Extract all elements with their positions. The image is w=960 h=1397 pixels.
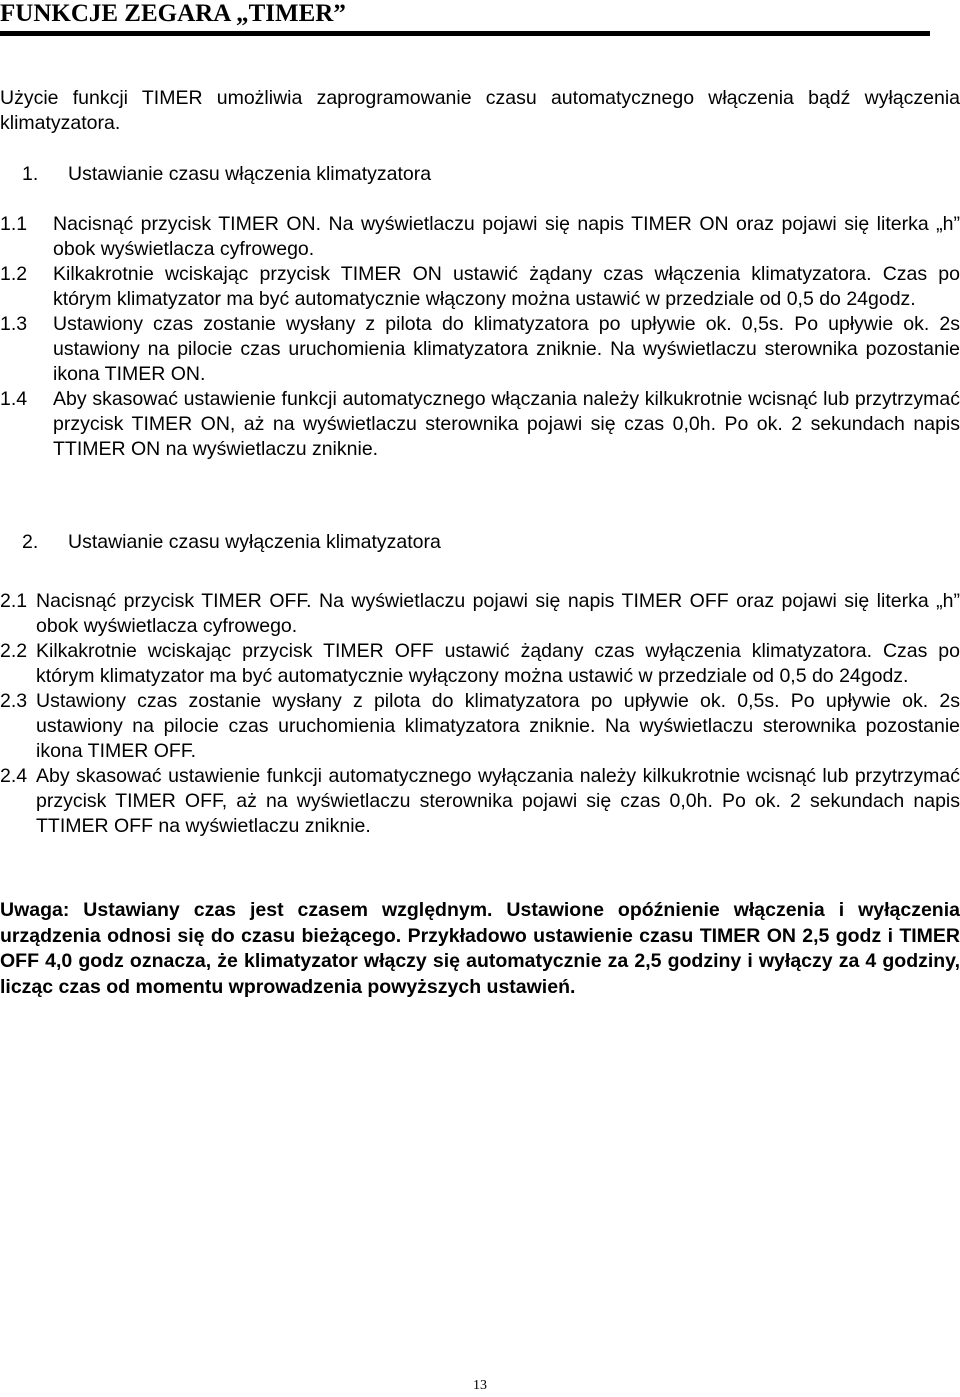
- section-1-title: Ustawianie czasu włączenia klimatyzatora: [68, 163, 432, 185]
- section-2-list: [0, 589, 960, 839]
- item-text: Aby skasować ustawienie funkcji automatycznego włączania należy kilkukrotnie wcisnąć lub przytrzymać przycisk TIMER ON, aż na wyświetlaczu sterownika pojawi się czas 0,0h. Po ok. 2 sekundach napis TTIMER ON na wyświetlaczu zniknie.: [53, 388, 960, 460]
- section-1-list: [0, 212, 960, 462]
- item-number: 2.1: [0, 590, 28, 612]
- item-number: 1.1: [0, 213, 28, 235]
- list-item: [0, 639, 960, 689]
- note-paragraph: Uwaga: Ustawiany czas jest czasem względnym. Ustawione opóźnienie włączenia i wyłączenia urządzenia odnosi się do czasu bieżącego. Przykładowo ustawienie czasu TIMER ON 2,5 godz i TIMER OFF 4,0 godz oznacza, że klimatyzator włączy się automatycznie za 2,5 godziny i wyłączy za 4 godziny, licząc czas od momentu wprowadzenia powyższych ustawień.: [0, 899, 960, 998]
- list-item: [0, 312, 960, 387]
- item-number: 2.4: [0, 765, 28, 787]
- item-number: 2.3: [0, 690, 28, 712]
- list-item: [0, 764, 960, 839]
- item-text: Kilkakrotnie wciskając przycisk TIMER ON ustawić żądany czas włączenia klimatyzatora. Czas po którym klimatyzator ma być automatycznie włączony można ustawić w przedziale od 0,5 do 24godz.: [53, 263, 960, 310]
- page-title: FUNKCJE ZEGARA „TIMER”: [0, 0, 930, 36]
- list-item: [0, 262, 960, 312]
- section-2-title: Ustawianie czasu wyłączenia klimatyzatora: [68, 531, 441, 553]
- page-number: 13: [473, 1378, 487, 1393]
- item-text: Nacisnąć przycisk TIMER ON. Na wyświetlaczu pojawi się napis TIMER ON oraz pojawi się literka „h” obok wyświetlacza cyfrowego.: [53, 213, 960, 260]
- item-number: 2.2: [0, 640, 28, 662]
- item-text: Ustawiony czas zostanie wysłany z pilota do klimatyzatora po upływie ok. 0,5s. Po upływie ok. 2s ustawiony na pilocie czas uruchomienia klimatyzatora zniknie. Na wyświetlaczu sterownika pozostanie ikona TIMER ON.: [53, 313, 960, 385]
- list-item: [0, 589, 960, 639]
- item-text: Nacisnąć przycisk TIMER OFF. Na wyświetlaczu pojawi się napis TIMER OFF oraz pojawi się literka „h” obok wyświetlacza cyfrowego.: [36, 590, 960, 637]
- intro-paragraph: Użycie funkcji TIMER umożliwia zaprogramowanie czasu automatycznego włączenia bądź wyłączenia klimatyzatora.: [0, 87, 960, 134]
- item-text: Ustawiony czas zostanie wysłany z pilota do klimatyzatora po upływie ok. 0,5s. Po upływie ok. 2s ustawiony na pilocie czas uruchomienia klimatyzatora zniknie. Na wyświetlaczu sterownika pozostanie ikona TIMER OFF.: [36, 690, 960, 762]
- item-text: Kilkakrotnie wciskając przycisk TIMER OFF ustawić żądany czas wyłączenia klimatyzatora. Czas po którym klimatyzator ma być automatycznie wyłączony można ustawić w przedziale od 0,5 do 24godz.: [36, 640, 960, 687]
- item-number: 1.2: [0, 263, 28, 285]
- list-item: [0, 387, 960, 462]
- section-2-number: 2.: [22, 531, 39, 553]
- item-number: 1.4: [0, 388, 28, 410]
- list-item: [0, 212, 960, 262]
- section-1-number: 1.: [22, 163, 39, 185]
- item-number: 1.3: [0, 313, 28, 335]
- list-item: [0, 689, 960, 764]
- item-text: Aby skasować ustawienie funkcji automatycznego wyłączania należy kilkukrotnie wcisnąć lub przytrzymać przycisk TIMER OFF, aż na wyświetlaczu sterownika pojawi się czas 0,0h. Po ok. 2 sekundach napis TTIMER OFF na wyświetlaczu zniknie.: [36, 765, 960, 837]
